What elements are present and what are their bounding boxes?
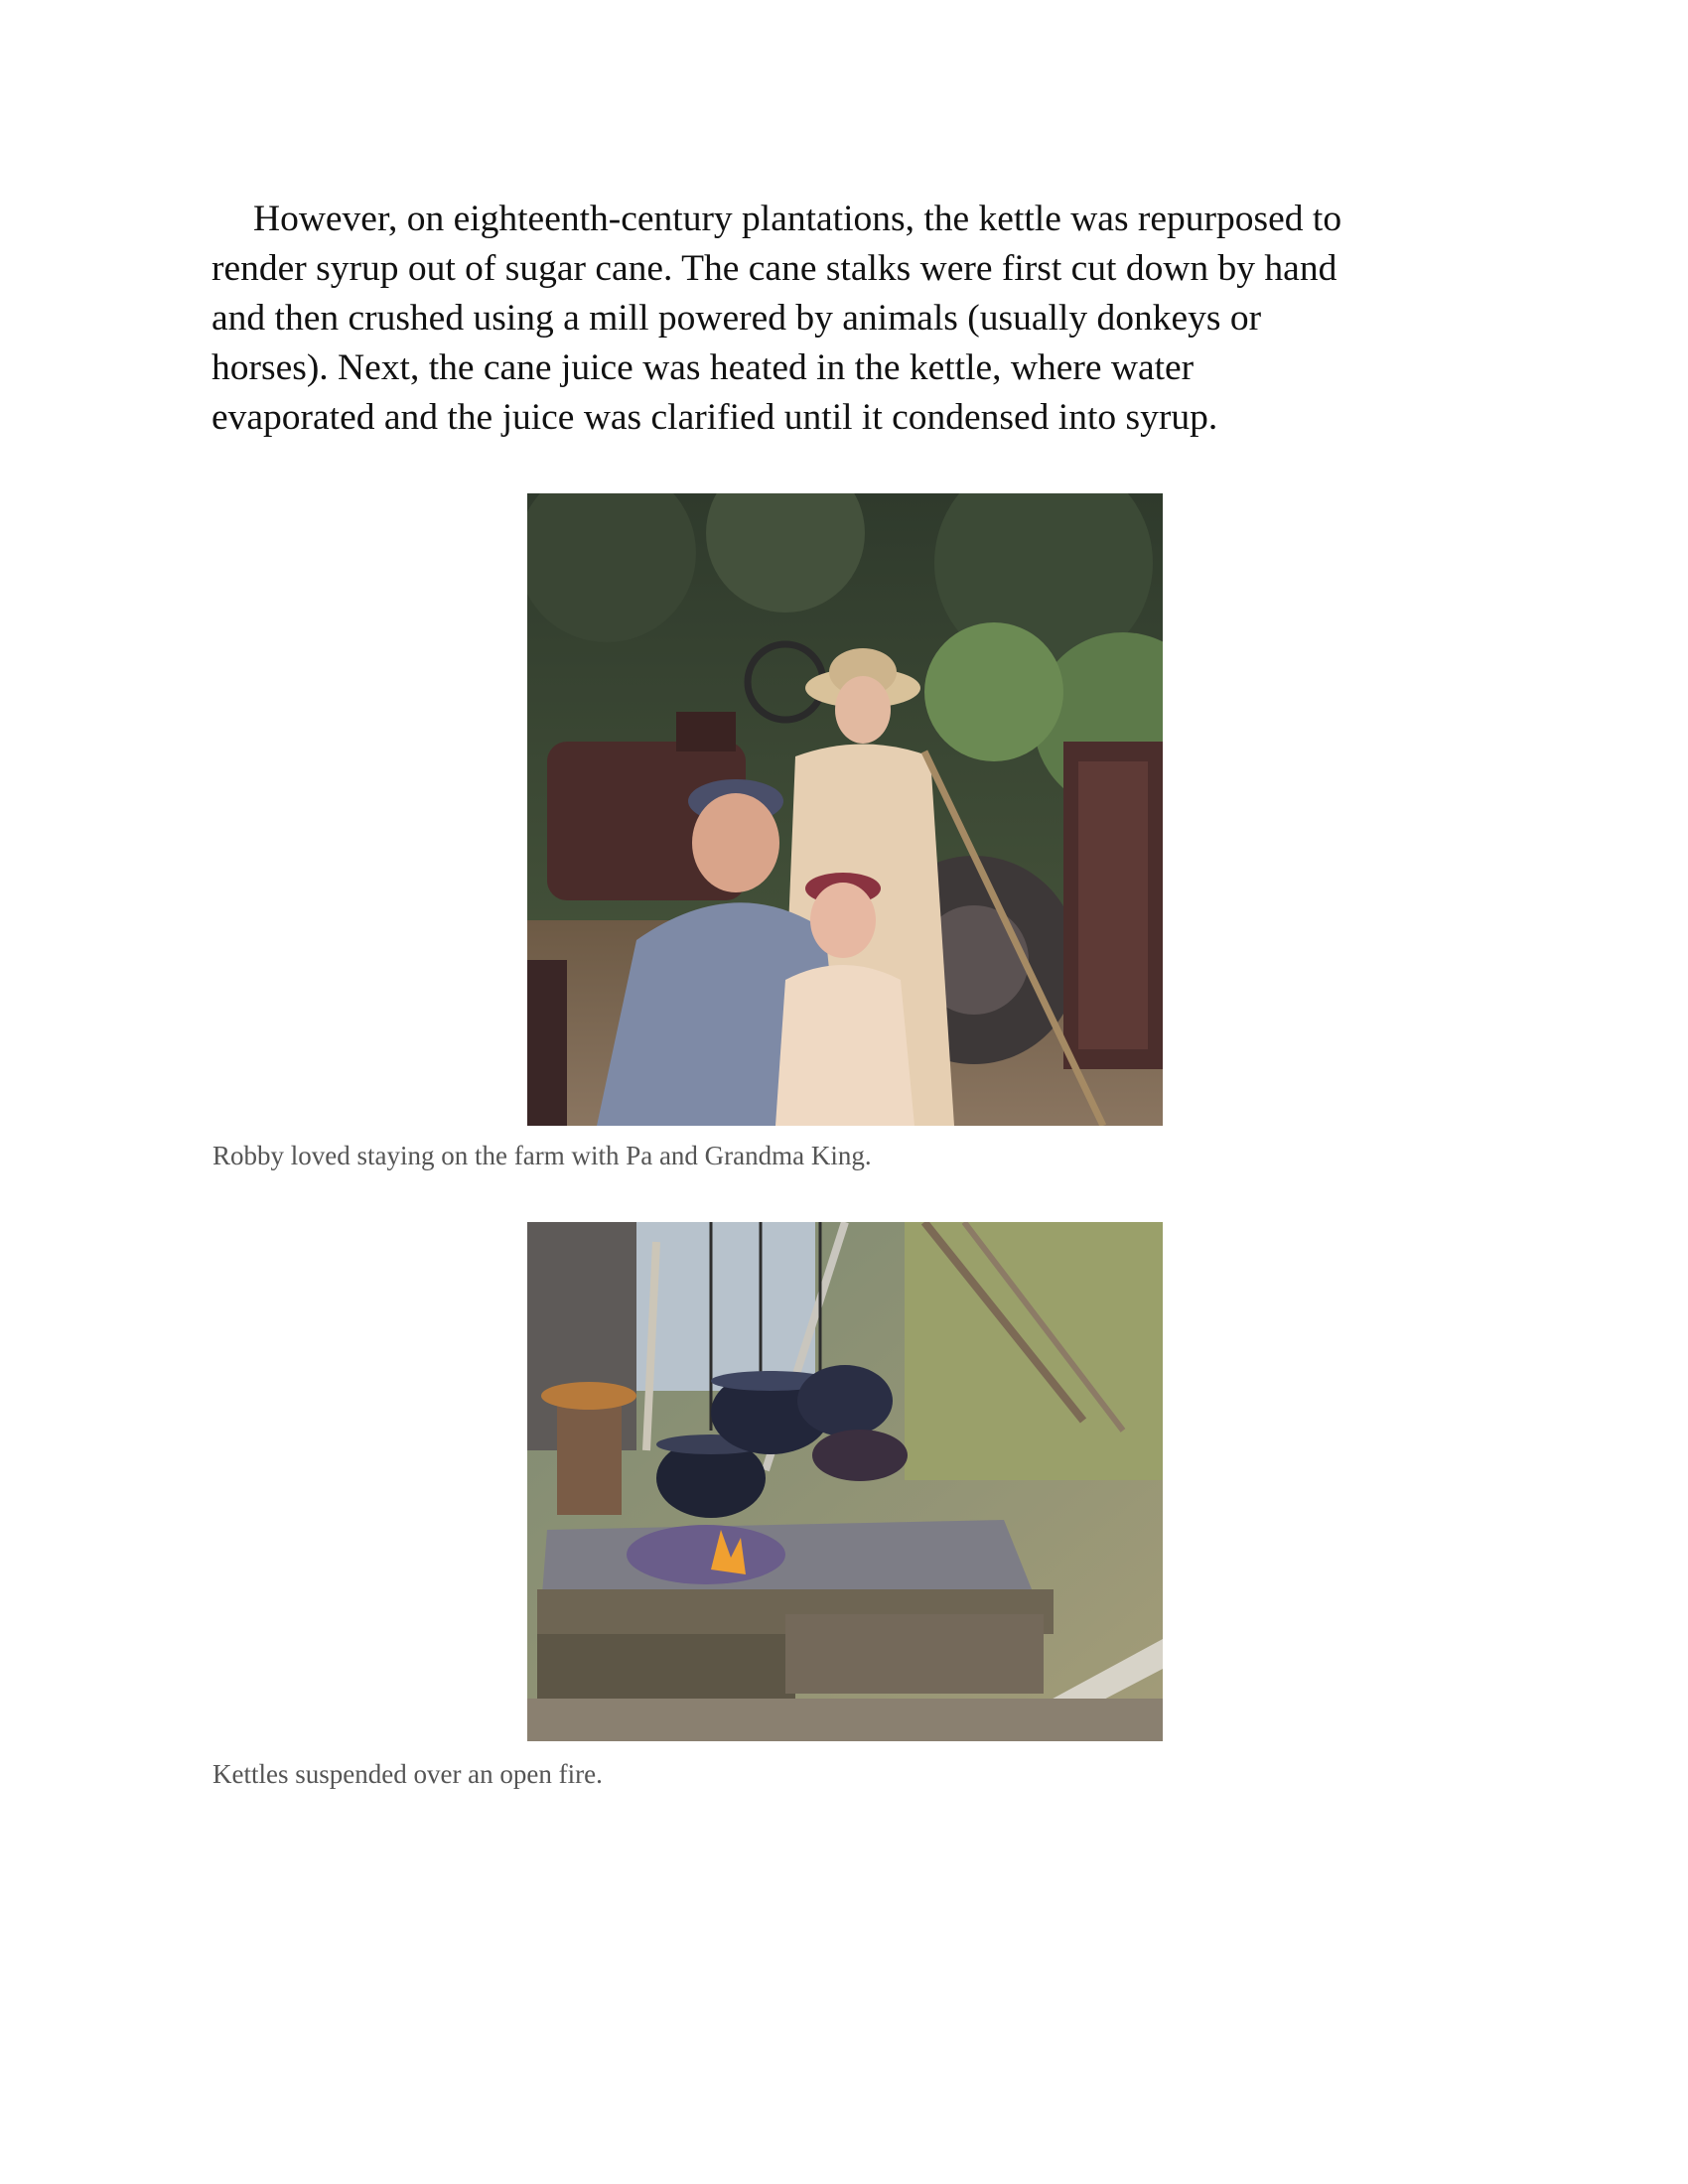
paragraph-line: render syrup out of sugar cane. The cane stalks were first cut down by hand [211,248,1337,289]
family-farm-photo [527,493,1163,1126]
paragraph-line: evaporated and the juice was clarified until it condensed into syrup. [211,397,1218,438]
paragraph-line: horses). Next, the cane juice was heated in the kettle, where water [211,347,1195,388]
figure-caption: Robby loved staying on the farm with Pa and Grandma King. [212,1141,872,1170]
body-paragraph [211,195,1502,443]
kettles-over-fire-photo [527,1222,1163,1741]
paragraph-line: However, on eighteenth-century plantations, the kettle was repurposed to [253,199,1342,239]
paragraph-line: and then crushed using a mill powered by animals (usually donkeys or [211,298,1262,339]
figure-caption: Kettles suspended over an open fire. [212,1759,603,1789]
kettles-photo-illustration [527,1222,1163,1741]
family-farm-photo-illustration [527,493,1163,1126]
